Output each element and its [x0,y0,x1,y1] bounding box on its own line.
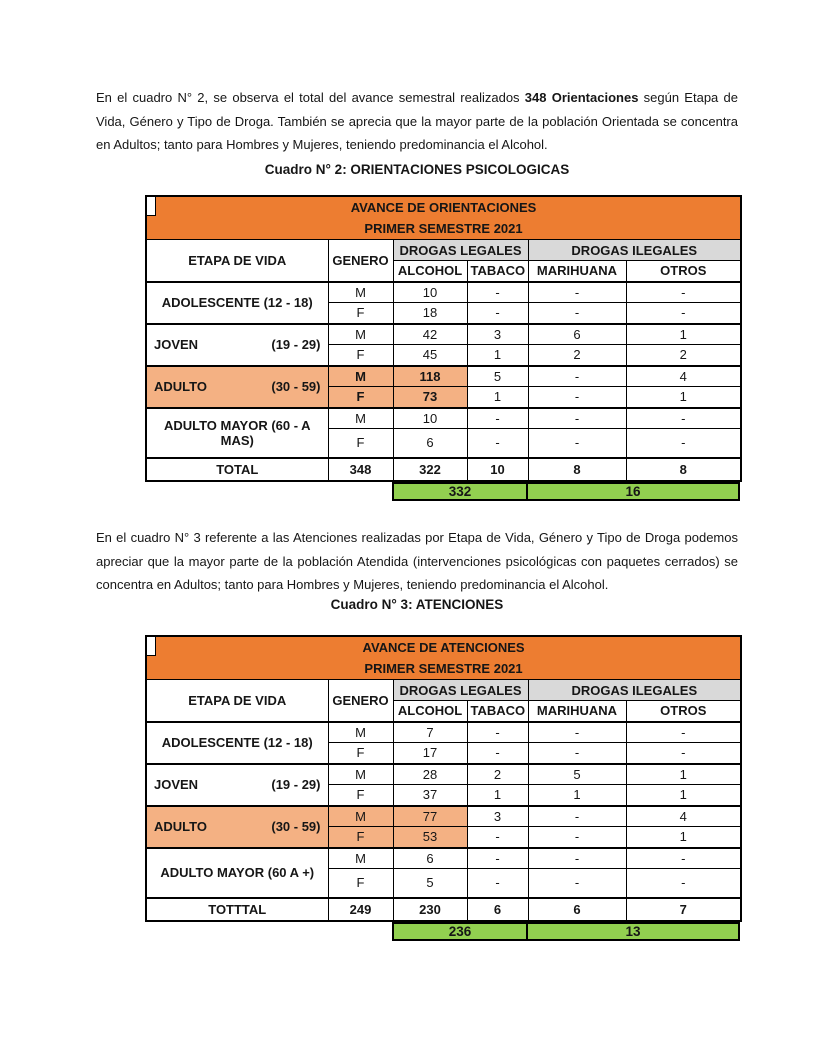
genero-cell: F [328,429,393,458]
etapa-label: ADULTO [154,819,207,834]
value-cell: 4 [626,806,741,827]
value-cell: - [626,408,741,429]
genero-cell: F [328,869,393,898]
value-cell: 5 [528,764,626,785]
value-cell: - [626,743,741,764]
total-alcohol: 322 [393,458,467,481]
header-marihuana: MARIHUANA [528,261,626,282]
etapa-adulto [146,806,328,848]
genero-cell: F [328,827,393,848]
value-cell: - [467,743,528,764]
value-cell: 6 [393,429,467,458]
header-etapa: ETAPA DE VIDA [146,680,328,722]
value-cell: 1 [626,764,741,785]
header-otros: OTROS [626,261,741,282]
etapa-joven [146,764,328,806]
subtotal-ilegales: 13 [527,922,740,941]
corner-notch [147,637,156,656]
value-cell: 7 [393,722,467,743]
etapa-label: JOVEN [154,777,199,792]
value-cell: - [467,827,528,848]
header-marihuana: MARIHUANA [528,701,626,722]
value-cell: - [528,282,626,303]
etapa-adulto-mayor: ADULTO MAYOR (60 A +) [146,848,328,898]
corner-notch [147,197,156,216]
value-cell: 10 [393,282,467,303]
value-cell: - [528,722,626,743]
value-cell-highlighted: 53 [393,827,467,848]
header-genero: GENERO [328,680,393,722]
header-drogas-ilegales: DROGAS ILEGALES [528,680,741,701]
genero-cell: M [328,366,393,387]
value-cell: - [626,282,741,303]
genero-cell: F [328,387,393,408]
header-drogas-legales: DROGAS LEGALES [393,240,528,261]
table-title-row [146,196,741,240]
value-cell: - [528,303,626,324]
value-cell: 45 [393,345,467,366]
table-title-line1: AVANCE DE ORIENTACIONES [350,200,537,215]
value-cell: - [626,848,741,869]
header-etapa: ETAPA DE VIDA [146,240,328,282]
etapa-label: ADULTO [154,379,207,394]
total-label: TOTTTAL [146,898,328,921]
atenciones-table [145,635,742,922]
table-title-line2: PRIMER SEMESTRE 2021 [364,221,523,236]
subtotal-bar [392,482,740,501]
etapa-range: (19 - 29) [271,777,321,792]
value-cell: - [467,282,528,303]
intro-paragraph-cuadro2 [96,86,738,157]
value-cell: - [467,429,528,458]
table-row [146,764,741,785]
cuadro2-caption: Cuadro N° 2: ORIENTACIONES PSICOLOGICAS [264,162,570,177]
value-cell: 1 [626,324,741,345]
total-label: TOTAL [146,458,328,481]
genero-cell: F [328,785,393,806]
value-cell: 1 [528,785,626,806]
value-cell: 37 [393,785,467,806]
etapa-range: (30 - 59) [271,379,321,394]
header-genero: GENERO [328,240,393,282]
value-cell: - [626,869,741,898]
value-cell: - [528,429,626,458]
value-cell: 28 [393,764,467,785]
value-cell: - [528,743,626,764]
paragraph-text: En el cuadro N° 3 referente a las Atenciones realizadas por Etapa de Vida, Género y Tipo de Droga podemos apreciar que la mayor parte de la población Atendida (intervenciones psicológicas con paquetes cerrados) se concentra en Adultos; tanto para Hombres y Mujeres, teniendo predominancia el Alcohol. [96,530,738,592]
value-cell: 3 [467,806,528,827]
etapa-range: (30 - 59) [271,819,321,834]
header-row-groups [146,680,741,701]
header-alcohol: ALCOHOL [393,261,467,282]
value-cell: 2 [467,764,528,785]
value-cell: 5 [393,869,467,898]
table-row-highlighted [146,806,741,827]
value-cell: 17 [393,743,467,764]
value-cell: 1 [467,345,528,366]
value-cell: 3 [467,324,528,345]
value-cell-highlighted: 77 [393,806,467,827]
header-tabaco: TABACO [467,701,528,722]
table-row [146,848,741,869]
genero-cell: M [328,282,393,303]
header-alcohol: ALCOHOL [393,701,467,722]
header-drogas-ilegales: DROGAS ILEGALES [528,240,741,261]
etapa-adolescente: ADOLESCENTE (12 - 18) [146,722,328,764]
etapa-adulto [146,366,328,408]
etapa-label: JOVEN [154,337,199,352]
subtotal-ilegales: 16 [527,482,740,501]
etapa-adolescente: ADOLESCENTE (12 - 18) [146,282,328,324]
bold-count-orientaciones: 348 Orientaciones [524,90,639,105]
genero-cell: M [328,408,393,429]
value-cell: - [626,429,741,458]
subtotal-legales: 236 [392,922,527,941]
value-cell: - [467,722,528,743]
value-cell: 1 [626,785,741,806]
atenciones-table-wrap [145,635,742,941]
value-cell: 1 [626,827,741,848]
paragraph-text: según Etapa de Vida, Género y Tipo de Droga. También se aprecia que la mayor parte de la población Orientada se concentra en Adultos; tanto para Hombres y Mujeres, teniendo predominancia el Alcohol. [96,90,738,152]
total-alcohol: 230 [393,898,467,921]
value-cell: 1 [467,387,528,408]
value-cell: - [528,408,626,429]
total-otros: 7 [626,898,741,921]
subtotal-legales: 332 [392,482,527,501]
value-cell: - [528,869,626,898]
value-cell: 1 [467,785,528,806]
value-cell: - [467,303,528,324]
value-cell: - [528,366,626,387]
total-count: 249 [328,898,393,921]
genero-cell: M [328,848,393,869]
table-row [146,408,741,429]
header-drogas-legales: DROGAS LEGALES [393,680,528,701]
orientaciones-table-wrap [145,195,742,501]
total-tabaco: 6 [467,898,528,921]
header-row-groups [146,240,741,261]
table-title-line2: PRIMER SEMESTRE 2021 [364,661,523,676]
genero-cell: F [328,345,393,366]
total-marihuana: 6 [528,898,626,921]
table-row [146,324,741,345]
genero-cell: F [328,743,393,764]
etapa-joven [146,324,328,366]
value-cell: 2 [626,345,741,366]
value-cell: - [467,848,528,869]
value-cell: 6 [393,848,467,869]
value-cell: - [626,722,741,743]
subtotal-bar [392,922,740,941]
value-cell-highlighted: 73 [393,387,467,408]
genero-cell: M [328,806,393,827]
table-title-cell [146,636,741,680]
value-cell: - [626,303,741,324]
value-cell: 6 [528,324,626,345]
cuadro3-caption: Cuadro N° 3: ATENCIONES [330,597,504,612]
total-otros: 8 [626,458,741,481]
value-cell: 4 [626,366,741,387]
table-row-highlighted [146,366,741,387]
genero-cell: M [328,324,393,345]
table-row [146,722,741,743]
etapa-range: (19 - 29) [271,337,321,352]
genero-cell: F [328,303,393,324]
value-cell: 1 [626,387,741,408]
total-marihuana: 8 [528,458,626,481]
value-cell: - [467,869,528,898]
value-cell: 42 [393,324,467,345]
etapa-adulto-mayor: ADULTO MAYOR (60 - A MAS) [146,408,328,458]
table-title-row [146,636,741,680]
table-row [146,282,741,303]
paragraph-text: En el cuadro N° 2, se observa el total del avance semestral realizados [96,90,525,105]
value-cell: 2 [528,345,626,366]
value-cell-highlighted: 118 [393,366,467,387]
header-tabaco: TABACO [467,261,528,282]
value-cell: 5 [467,366,528,387]
total-tabaco: 10 [467,458,528,481]
table-title-cell [146,196,741,240]
value-cell: - [528,806,626,827]
value-cell: - [528,827,626,848]
genero-cell: M [328,722,393,743]
genero-cell: M [328,764,393,785]
value-cell: 10 [393,408,467,429]
value-cell: - [467,408,528,429]
total-row [146,458,741,481]
header-otros: OTROS [626,701,741,722]
table-title-line1: AVANCE DE ATENCIONES [362,640,525,655]
value-cell: 18 [393,303,467,324]
total-row [146,898,741,921]
total-count: 348 [328,458,393,481]
intro-paragraph-cuadro3 [96,526,738,597]
orientaciones-table [145,195,742,482]
value-cell: - [528,387,626,408]
value-cell: - [528,848,626,869]
